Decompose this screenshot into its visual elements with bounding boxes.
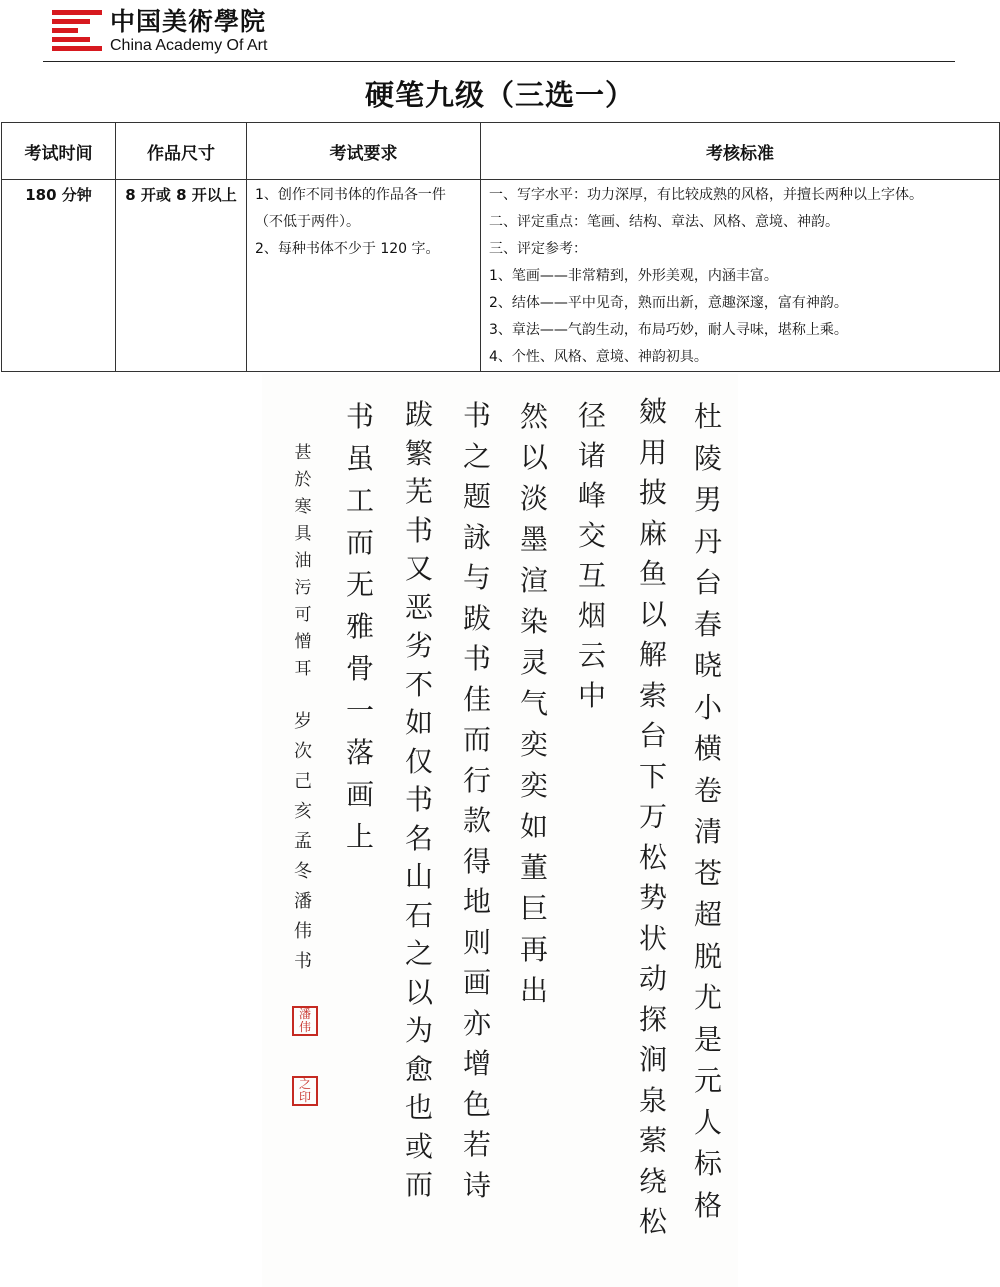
calligraphy-column-6: 跋 繁 芜 书 又 恶 劣 不 如 仅 书 名 山 石 之 以 为 愈 也 或 而: [404, 398, 433, 1201]
header-divider: [43, 61, 955, 62]
requirement-item: 2、每种书体不少于 120 字。: [255, 241, 440, 257]
calligraphy-column-4: 然 以 淡 墨 渲 染 灵 气 奕 奕 如 董 巨 再 出: [519, 400, 548, 1007]
signature-column: 岁 次 己 亥 孟 冬 潘 伟 书: [294, 711, 312, 972]
standard-item: 一、写字水平：功力深厚，有比较成熟的风格，并擅长两种以上字体。: [489, 187, 923, 203]
header-exam-time: 考试时间: [2, 123, 116, 180]
cell-exam-time: 180 分钟: [2, 180, 116, 372]
standard-item: 三、评定参考：: [489, 241, 587, 257]
cell-work-size: 8 开或 8 开以上: [116, 180, 247, 372]
logo-english-name: China Academy Of Art: [110, 37, 268, 54]
calligraphy-column-3: 径 诸 峰 交 互 烟 云 中: [577, 399, 606, 712]
logo-chinese-name: 中国美術學院: [110, 7, 267, 36]
calligraphy-column-5: 书 之 题 詠 与 跋 书 佳 而 行 款 得 地 则 画 亦 增 色 若 诗: [462, 399, 491, 1202]
calligraphy-column-7: 书 虽 工 而 无 雅 骨 一 落 画 上: [345, 400, 374, 853]
table-row: [2, 180, 1000, 372]
artist-seal-1: 潘伟: [292, 1006, 318, 1036]
calligraphy-column-2: 皴 用 披 麻 鱼 以 解 索 台 下 万 松 势 状 动 探 涧 泉 萦 绕 松: [638, 395, 667, 1238]
standard-item: 4、个性、风格、意境、神韵初具。: [489, 349, 708, 365]
calligraphy-artwork: [262, 374, 738, 1287]
table-header-row: [2, 123, 1000, 180]
standard-item: 二、评定重点：笔画、结构、章法、风格、意境、神韵。: [489, 214, 839, 230]
standard-item: 3、章法——气韵生动，布局巧妙，耐人寻味，堪称上乘。: [489, 322, 848, 338]
academy-logo: [52, 8, 267, 55]
header-work-size: 作品尺寸: [116, 123, 247, 180]
header-assessment-standards: 考核标准: [481, 123, 1000, 180]
standard-item: 2、结体——平中见奇，熟而出新，意趣深邃，富有神韵。: [489, 295, 848, 311]
inscription-column: 甚 於 寒 具 油 污 可 憎 耳: [294, 443, 312, 679]
academy-emblem-icon: [52, 10, 102, 50]
artist-seal-2: 之印: [292, 1076, 318, 1106]
cell-exam-requirements: [247, 180, 481, 372]
calligraphy-column-1: 杜 陵 男 丹 台 春 晓 小 横 卷 清 苍 超 脱 尤 是 元 人 标 格: [693, 400, 722, 1222]
exam-requirements-table: [1, 122, 1000, 372]
page-title: 硬笔九级（三选一）: [364, 78, 635, 112]
requirement-item: 1、创作不同书体的作品各一件（不低于两件）。: [255, 187, 446, 230]
cell-assessment-standards: [481, 180, 1000, 372]
standard-item: 1、笔画——非常精到，外形美观，内涵丰富。: [489, 268, 778, 284]
header-exam-requirements: 考试要求: [247, 123, 481, 180]
